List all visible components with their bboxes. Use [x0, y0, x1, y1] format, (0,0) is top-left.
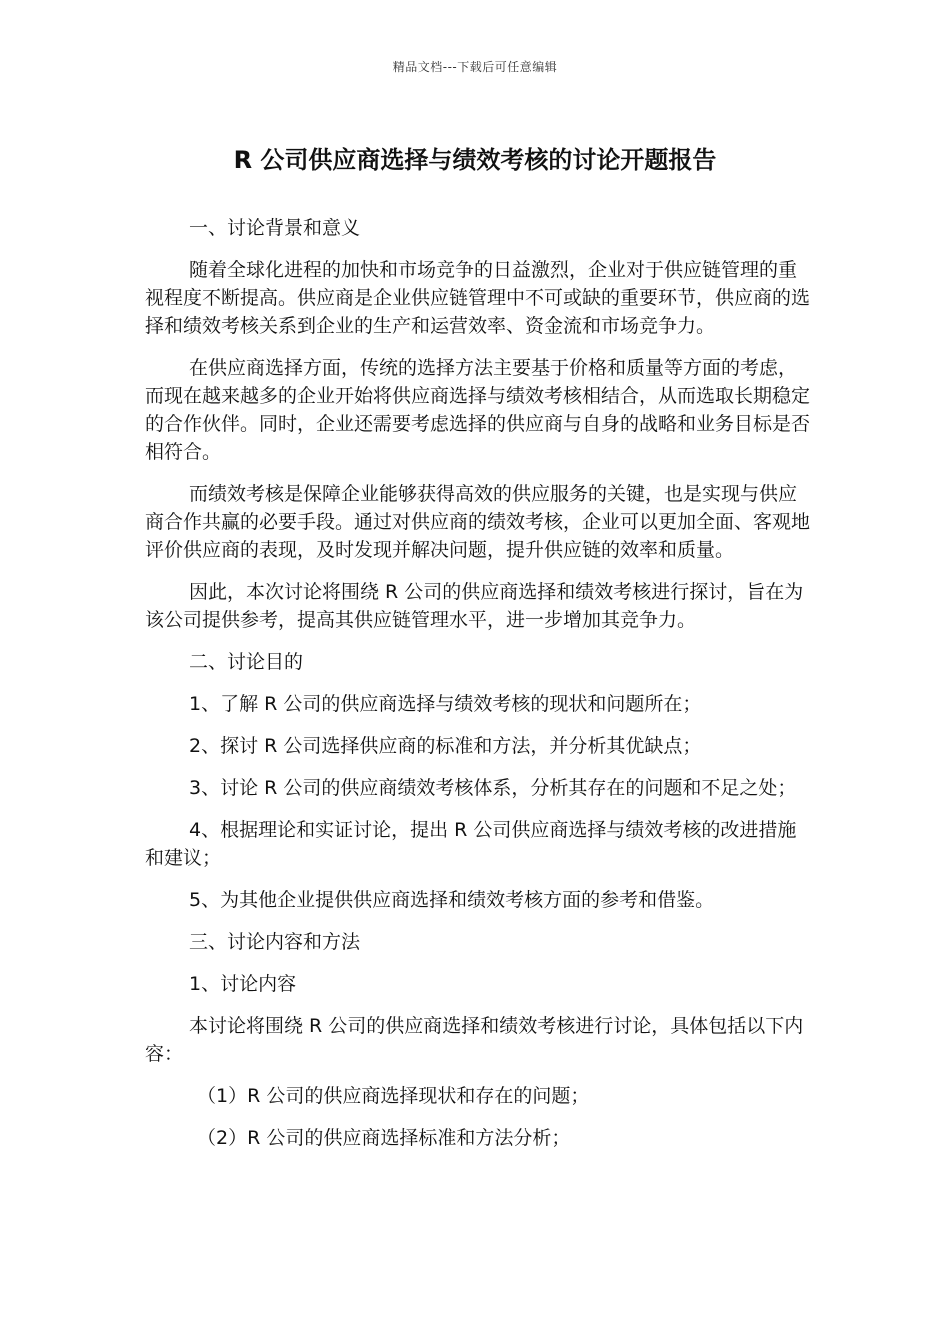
paragraph-content-intro: 本讨论将围绕 R 公司的供应商选择和绩效考核进行讨论，具体包括以下内容：	[145, 1015, 804, 1065]
document-body	[145, 214, 810, 1166]
purpose-item-5: 5、为其他企业提供供应商选择和绩效考核方面的参考和借鉴。	[189, 889, 715, 911]
content-sub-item-2: （2）R 公司的供应商选择标准和方法分析；	[197, 1127, 571, 1149]
section-heading-background: 一、讨论背景和意义	[189, 217, 361, 239]
purpose-item-2: 2、探讨 R 公司选择供应商的标准和方法，并分析其优缺点；	[189, 735, 702, 757]
purpose-item-4: 4、根据理论和实证讨论，提出 R 公司供应商选择与绩效考核的改进措施和建议；	[145, 819, 797, 869]
purpose-item-3: 3、讨论 R 公司的供应商绩效考核体系，分析其存在的问题和不足之处；	[189, 777, 797, 799]
paragraph-background-2: 在供应商选择方面，传统的选择方法主要基于价格和质量等方面的考虑，而现在越来越多的企业开始将供应商选择与绩效考核相结合，从而选取长期稳定的合作伙伴。同时，企业还需要考虑选择的供应商与自身的战略和业务目标是否相符合。	[145, 357, 811, 463]
paragraph-background-4: 因此，本次讨论将围绕 R 公司的供应商选择和绩效考核进行探讨，旨在为该公司提供参考，提高其供应链管理水平，进一步增加其竞争力。	[145, 581, 804, 631]
subheading-content: 1、讨论内容	[189, 973, 297, 995]
paragraph-background-3: 而绩效考核是保障企业能够获得高效的供应服务的关键，也是实现与供应商合作共赢的必要手段。通过对供应商的绩效考核，企业可以更加全面、客观地评价供应商的表现，及时发现并解决问题，提升供应链的效率和质量。	[145, 483, 811, 561]
document-title: R 公司供应商选择与绩效考核的讨论开题报告	[233, 146, 717, 174]
purpose-item-1: 1、了解 R 公司的供应商选择与绩效考核的现状和问题所在；	[189, 693, 702, 715]
section-heading-purpose: 二、讨论目的	[189, 651, 304, 673]
paragraph-background-1: 随着全球化进程的加快和市场竞争的日益激烈，企业对于供应链管理的重视程度不断提高。供应商是企业供应链管理中不可或缺的重要环节，供应商的选择和绩效考核关系到企业的生产和运营效率、资金流和市场竞争力。	[145, 259, 811, 337]
section-heading-content-method: 三、讨论内容和方法	[189, 931, 361, 953]
content-sub-item-1: （1）R 公司的供应商选择现状和存在的问题；	[197, 1085, 590, 1107]
header-note: 精品文档---下载后可任意编辑	[392, 60, 558, 74]
